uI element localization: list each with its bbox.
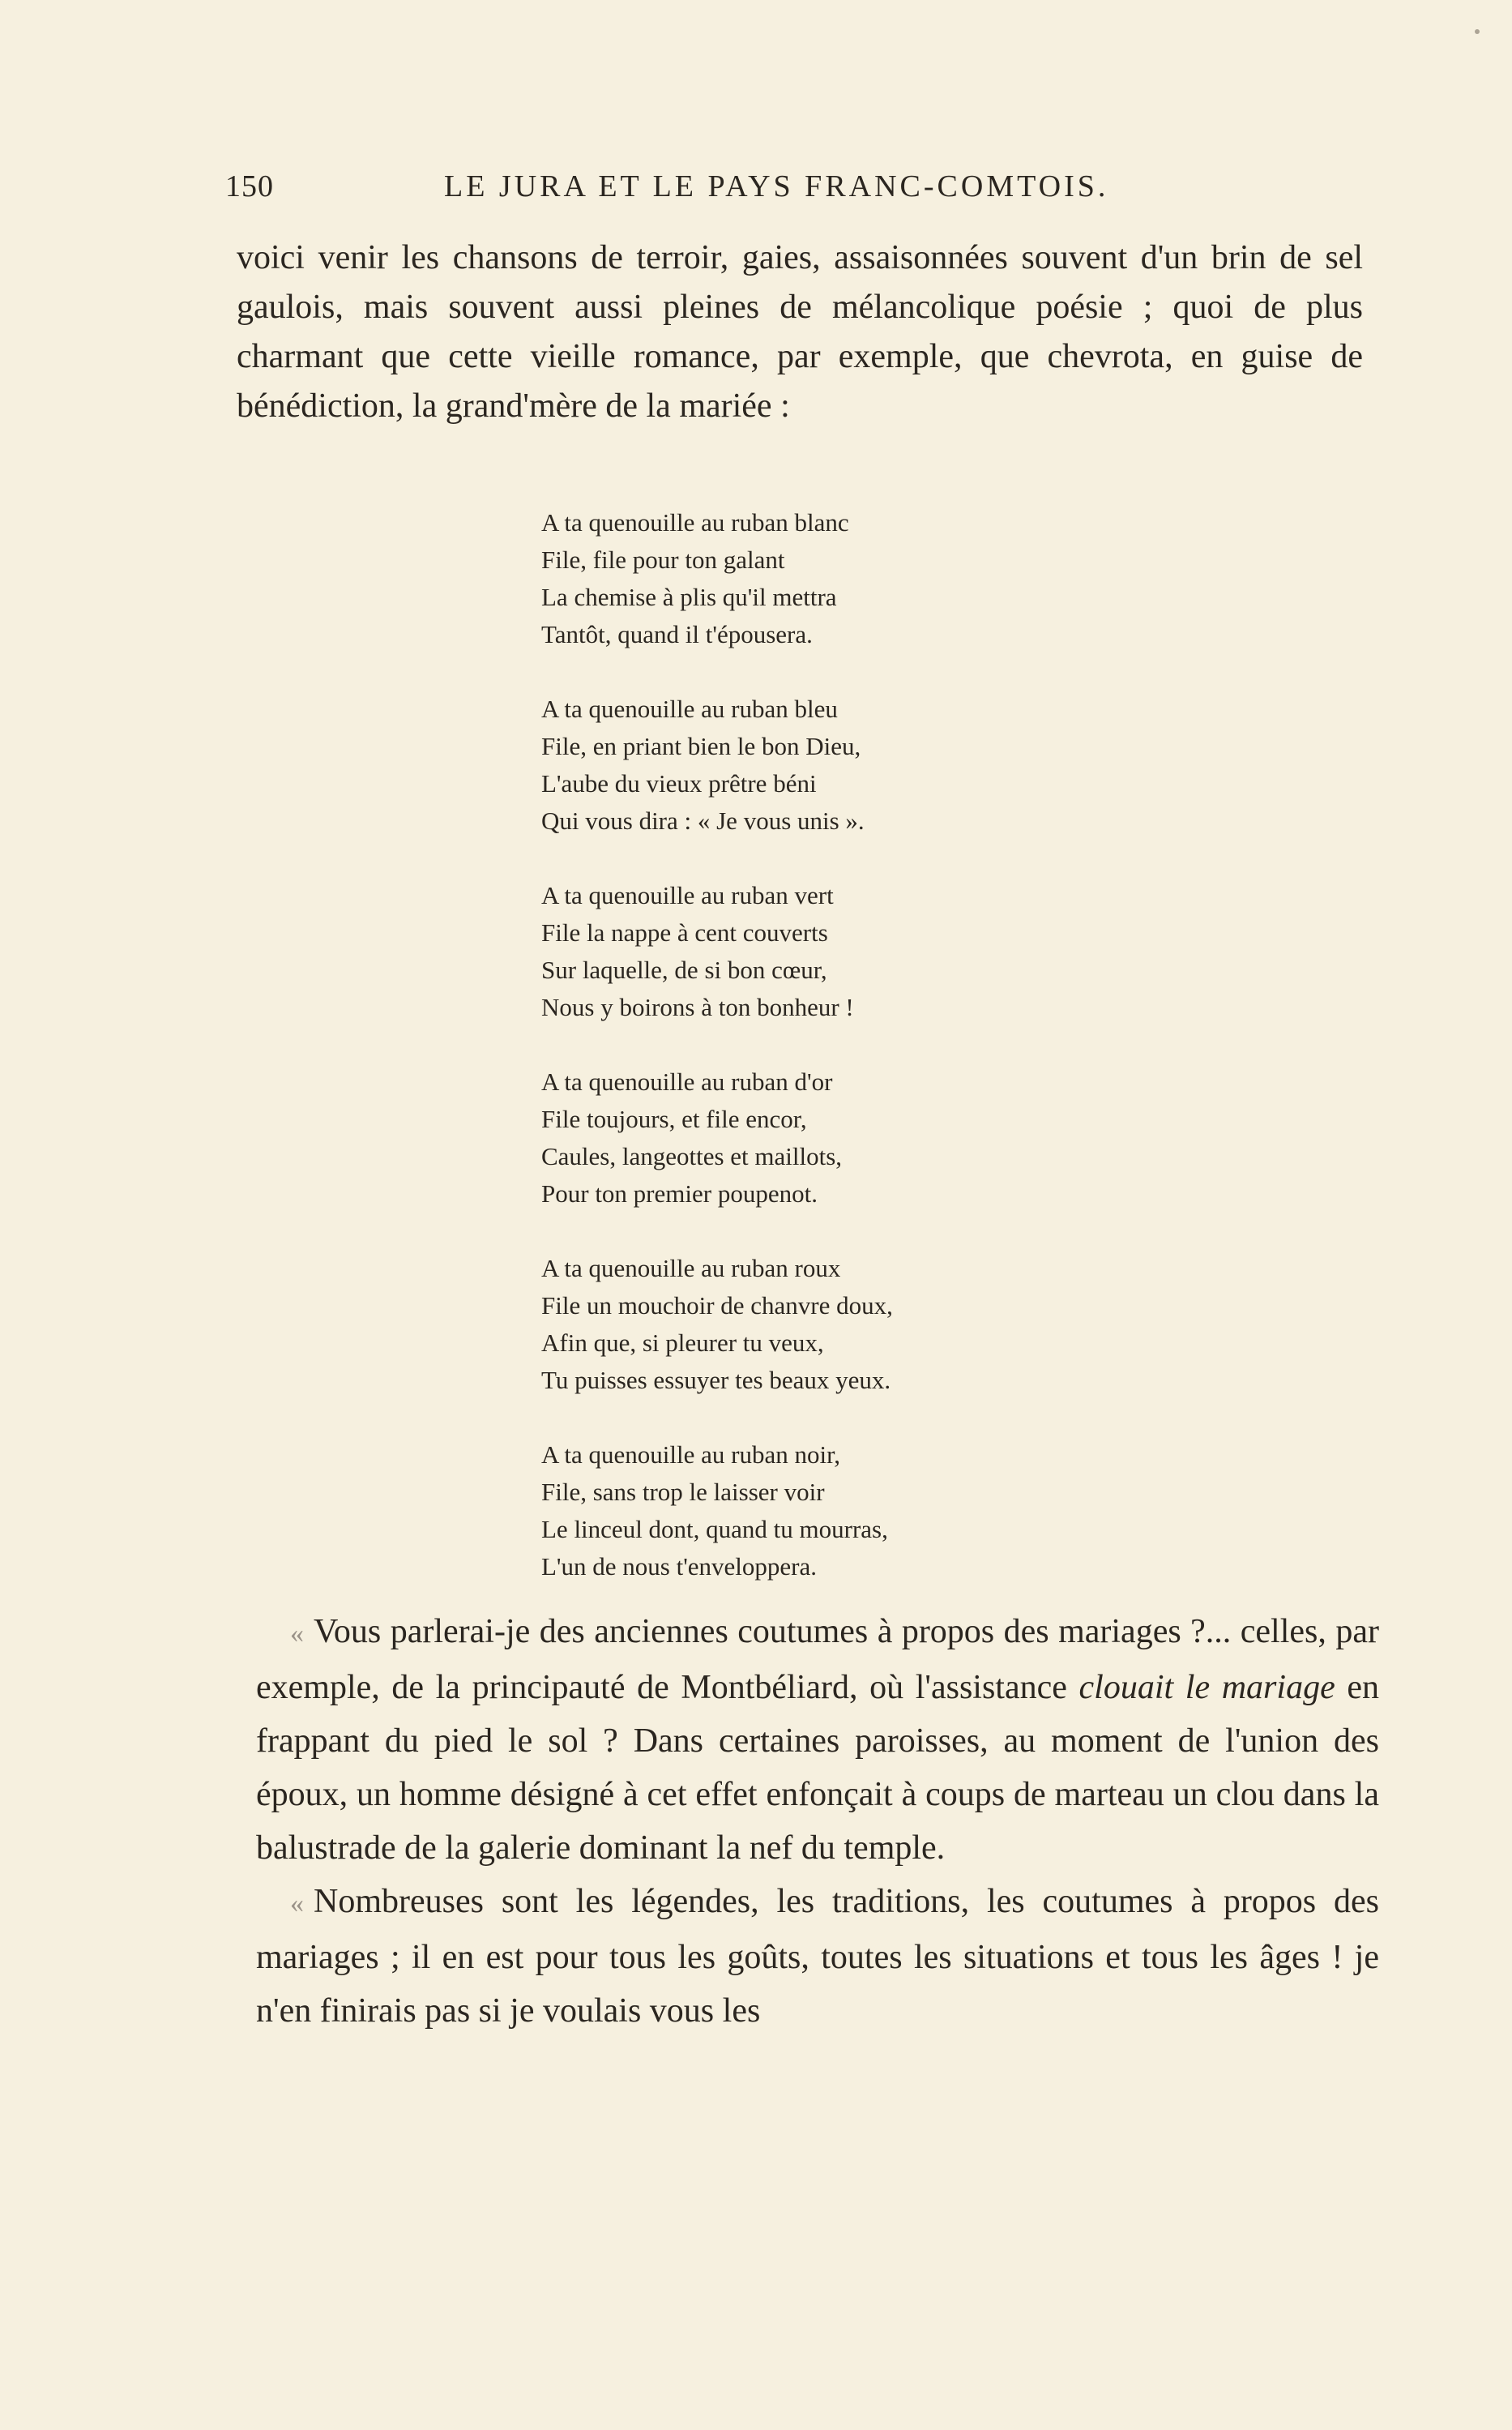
poem-line: Le linceul dont, quand tu mourras, [541,1515,888,1543]
paragraph-traditions-text: Nombreuses sont les légendes, les traditions, les coutumes à propos des mariages ; il en est pour tous les goûts, toutes les situations et tous les âges ! je n'en finirais pas si je voulais vous les [256,1883,1379,2030]
poem-line: File, en priant bien le bon Dieu, [541,732,861,760]
poem-line: Afin que, si pleurer tu veux, [541,1328,824,1357]
poem-line: L'aube du vieux prêtre béni [541,769,817,798]
intro-paragraph [237,233,1363,431]
poem-line: Nous y boirons à ton bonheur ! [541,993,854,1021]
stanza-1 [541,504,1125,653]
poem-line: A ta quenouille au ruban vert [541,881,834,909]
poem-line: Caules, langeottes et maillots, [541,1142,843,1170]
poem-line: A ta quenouille au ruban bleu [541,695,838,723]
poem-line: File, file pour ton galant [541,545,785,574]
paragraph-traditions [256,1875,1379,2038]
open-quote-mark: « [290,1619,304,1649]
after-poem-text [256,1605,1379,2038]
paper-speck [1475,29,1480,34]
poem-line: File la nappe à cent couverts [541,918,828,947]
poem-line: Sur laquelle, de si bon cœur, [541,956,827,984]
poem-line: Qui vous dira : « Je vous unis ». [541,806,865,835]
poem-line: A ta quenouille au ruban noir, [541,1440,840,1469]
poem-line: File un mouchoir de chanvre doux, [541,1291,893,1320]
stanza-2 [541,691,1125,840]
poem-line: La chemise à plis qu'il mettra [541,583,837,611]
poem-line: L'un de nous t'enveloppera. [541,1552,818,1581]
poem-line: A ta quenouille au ruban blanc [541,508,849,537]
poem-line: A ta quenouille au ruban d'or [541,1067,833,1096]
open-quote-mark: « [290,1889,304,1919]
paragraph-customs-part1: Vous parlerai-je des anciennes coutumes à propos des mariages ?... celles, par exemple, de la principauté de Montbéliard, où l'assistance [256,1613,1379,1706]
poem-line: Tantôt, quand il t'épousera. [541,620,813,648]
stanza-3 [541,877,1125,1026]
poem [541,504,1125,1623]
poem-line: Tu puisses essuyer tes beaux yeux. [541,1366,891,1394]
running-title: LE JURA ET LE PAYS FRANC-COMTOIS. [444,169,1109,203]
page-number: 150 [225,169,274,203]
page-header [225,169,1157,217]
stanza-6 [541,1436,1125,1585]
stanza-4 [541,1063,1125,1213]
paragraph-customs-part2: en frappant du pied le sol ? Dans certaines paroisses, au moment de l'union des époux, un homme désigné à cet effet enfonçait à coups de marteau un clou dans la balustrade de la galerie dominant la nef du temple. [256,1669,1379,1867]
poem-line: File toujours, et file encor, [541,1105,807,1133]
paragraph-customs [256,1605,1379,1875]
poem-line: File, sans trop le laisser voir [541,1478,825,1506]
intro-text: voici venir les chansons de terroir, gaies, assaisonnées souvent d'un brin de sel gaulois, mais souvent aussi pleines de mélancolique poésie ; quoi de plus charmant que cette vieille romance, par exemple, que chevrota, en guise de bénédiction, la grand'mère de la mariée : [237,239,1363,425]
stanza-5 [541,1250,1125,1399]
poem-line: A ta quenouille au ruban roux [541,1254,841,1282]
italic-phrase: clouait le mariage [1078,1669,1335,1706]
poem-line: Pour ton premier poupenot. [541,1179,818,1208]
